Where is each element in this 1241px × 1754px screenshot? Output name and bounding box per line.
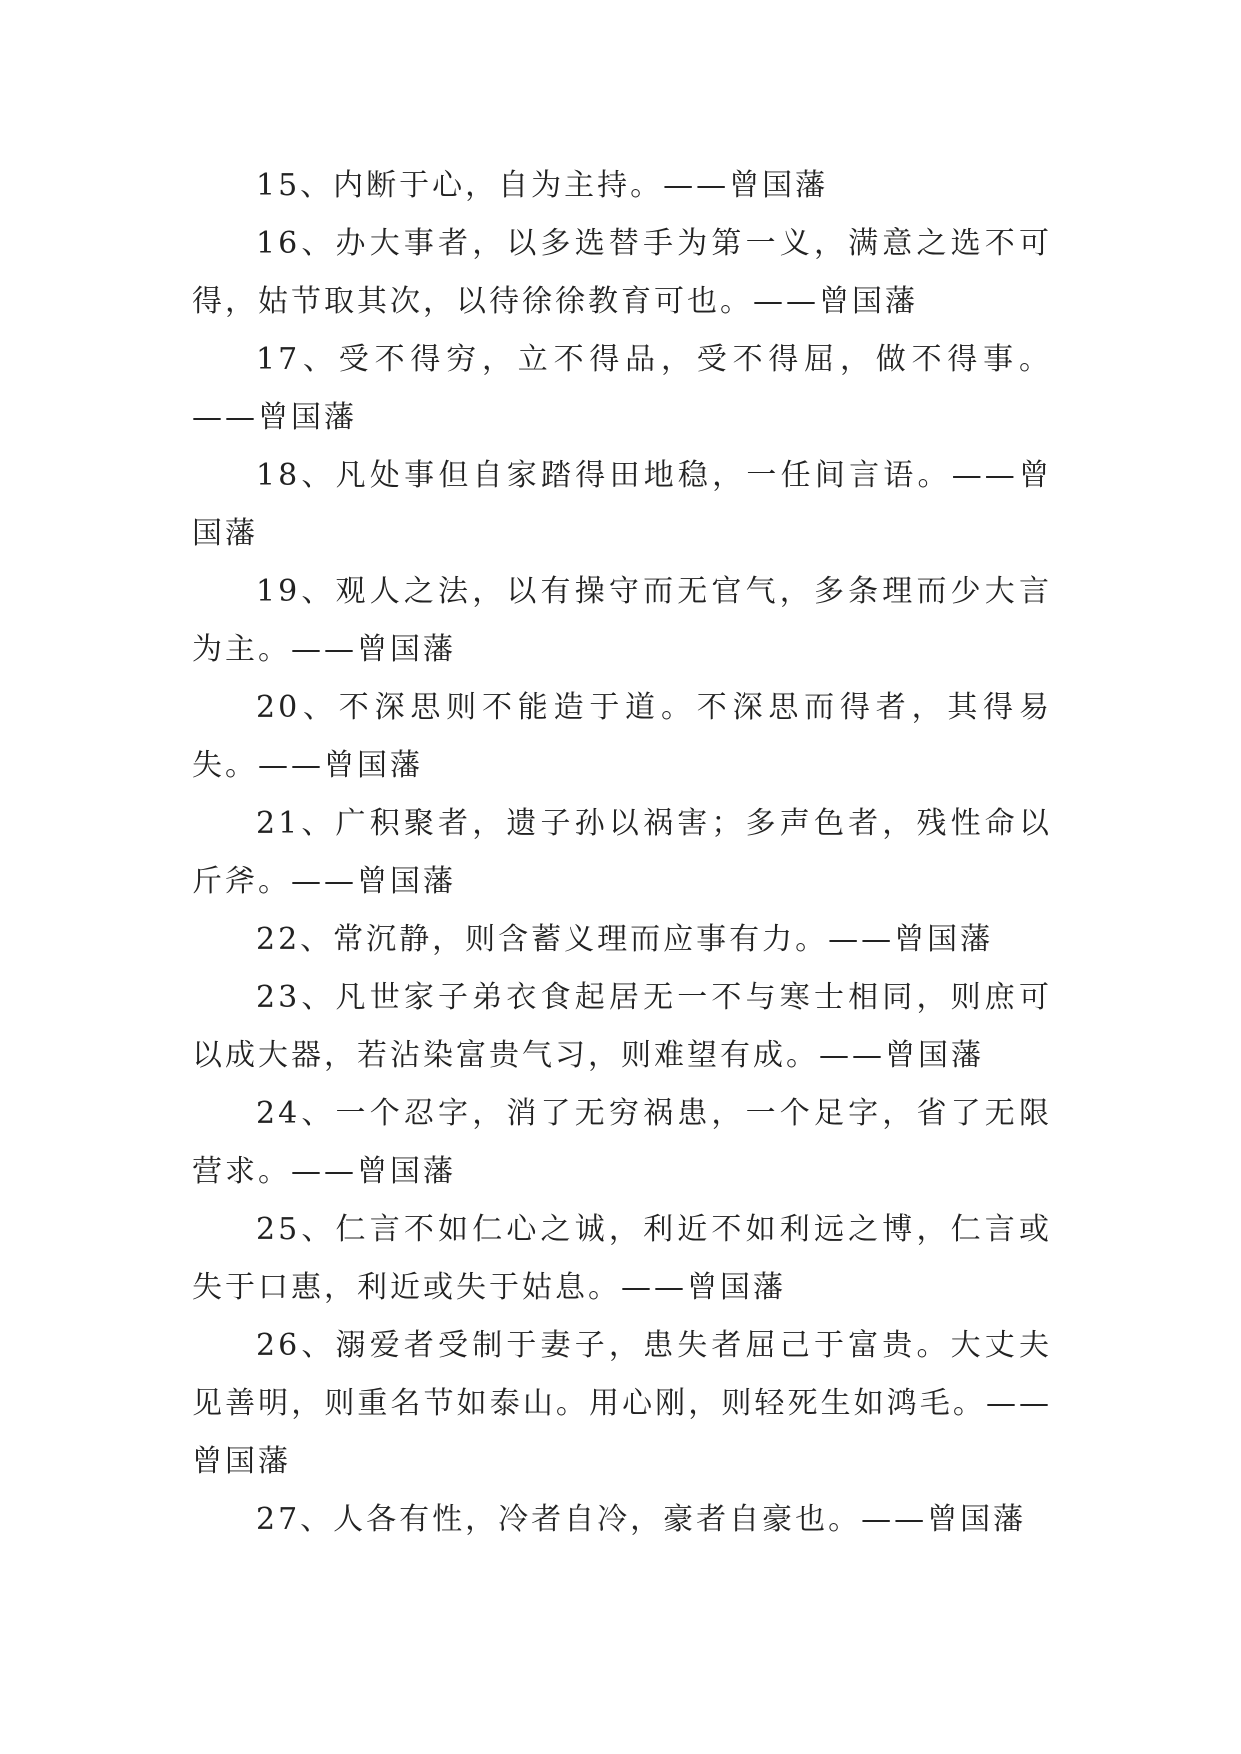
quote-paragraph: 26、溺爱者受制于妻子，患失者屈己于富贵。大丈夫见善明，则重名节如泰山。用心刚，则轻死生如鸿毛。——曾国藩 — [192, 1328, 1052, 1479]
quote-paragraph: 20、不深思则不能造于道。不深思而得者，其得易失。——曾国藩 — [192, 690, 1052, 783]
quote-paragraph: 27、人各有性，冷者自冷，豪者自豪也。——曾国藩 — [256, 1502, 1027, 1537]
quote-paragraph: 16、办大事者，以多选替手为第一义，满意之选不可得，姑节取其次，以待徐徐教育可也。——曾国藩 — [192, 226, 1052, 319]
quote-paragraph: 22、常沉静，则含蓄义理而应事有力。——曾国藩 — [256, 922, 994, 957]
quote-paragraph: 23、凡世家子弟衣食起居无一不与寒士相同，则庶可以成大器，若沾染富贵气习，则难望有成。——曾国藩 — [192, 980, 1052, 1073]
quote-paragraph: 24、一个忍字，消了无穷祸患，一个足字，省了无限营求。——曾国藩 — [192, 1096, 1052, 1189]
quote-paragraph: 21、广积聚者，遗子孙以祸害；多声色者，残性命以斤斧。——曾国藩 — [192, 806, 1052, 899]
quote-paragraph: 17、受不得穷，立不得品，受不得屈，做不得事。——曾国藩 — [192, 342, 1052, 435]
quote-paragraph: 18、凡处事但自家踏得田地稳，一任间言语。——曾国藩 — [192, 458, 1052, 551]
quote-paragraph: 19、观人之法，以有操守而无官气，多条理而少大言为主。——曾国藩 — [192, 574, 1052, 667]
quote-list — [192, 157, 1052, 1549]
quote-paragraph: 15、内断于心，自为主持。——曾国藩 — [256, 168, 829, 203]
quote-paragraph: 25、仁言不如仁心之诚，利近不如利远之博，仁言或失于口惠，利近或失于姑息。——曾国藩 — [192, 1212, 1052, 1305]
